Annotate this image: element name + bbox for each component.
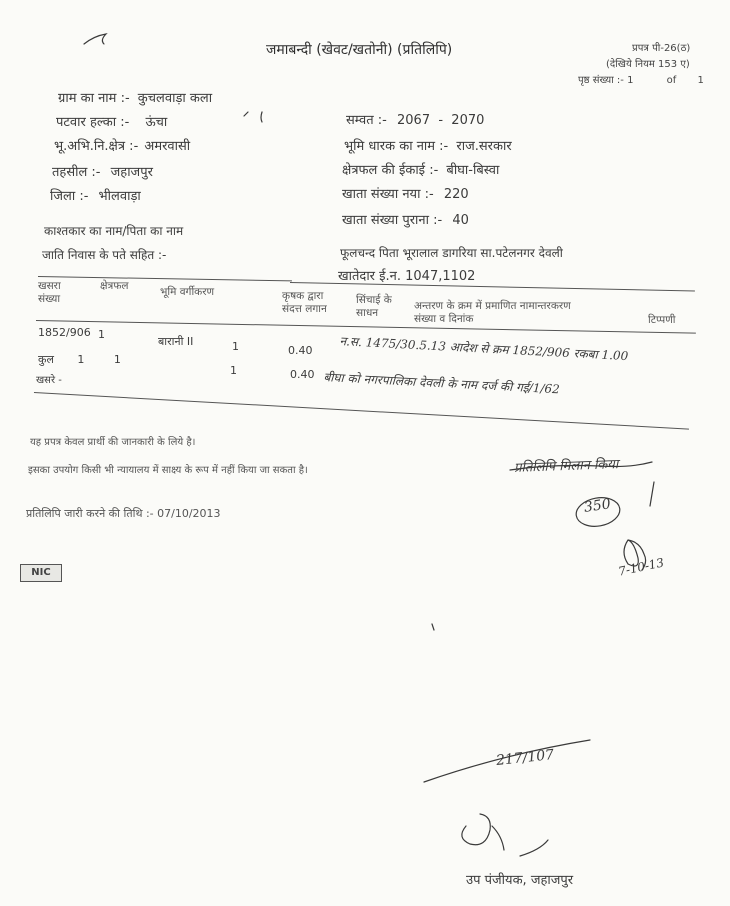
- nic-stamp: NIC: [20, 564, 62, 582]
- khatedar-number: खातेदार ई.न. 1047,1102: [338, 269, 476, 284]
- handwritten-verified: प्रतिलिपि मिलान किया: [513, 457, 619, 476]
- page-of: of: [666, 75, 677, 86]
- handwritten-date: 7-10-13: [617, 555, 666, 579]
- header-rent: कृषक द्वारा संदत्त लगान: [282, 290, 327, 315]
- issue-date: प्रतिलिपि जारी करने की तिथि :- 07/10/2013: [26, 507, 221, 520]
- slash-stroke: [650, 482, 654, 506]
- patwar-halka: ऊंचा: [145, 115, 168, 130]
- caste-residence-label: जाति निवास के पते सहित :-: [42, 248, 167, 262]
- header-irrigation: सिंचाई के साधन: [356, 294, 392, 319]
- field-label: भू.अभि.नि.क्षेत्र :-: [54, 139, 139, 154]
- other-khasra-label: खसरे -: [36, 375, 62, 386]
- field-label: भूमि धारक का नाम :-: [344, 139, 449, 154]
- signature-tail: [520, 840, 548, 856]
- total-rent: 0.40: [290, 368, 315, 381]
- cell-rent: 0.40: [288, 344, 313, 357]
- initial-signature: [624, 540, 646, 570]
- cultivator-label: काश्तकार का नाम/पिता का नाम: [44, 224, 184, 238]
- village-name: कुचलवाड़ा कला: [137, 91, 213, 106]
- field-label: जिला :-: [50, 189, 89, 204]
- header-classification: भूमि वर्गीकरण: [160, 286, 215, 298]
- cell-number: 1: [232, 340, 239, 353]
- header-transfer: अन्तरण के क्रम में प्रमाणित नामान्तरकरण संख्या व दिनांक: [414, 300, 571, 325]
- field-label: तहसील :-: [52, 165, 101, 180]
- cell-khasra: 1852/906: [38, 326, 91, 339]
- total-count: 1: [77, 353, 85, 366]
- tehsil-name: जहाजपुर: [110, 165, 153, 180]
- field-label: ग्राम का नाम :-: [58, 91, 130, 106]
- total-number: 1: [230, 364, 237, 377]
- tick-mark: [244, 112, 262, 122]
- old-account-number: 40: [452, 213, 469, 228]
- header-remarks: टिप्पणी: [648, 314, 676, 326]
- handwritten-reference: 217/107: [495, 747, 555, 769]
- field-label: सम्वत :-: [346, 113, 387, 128]
- rule-reference: (देखिये नियम 153 ए): [606, 59, 690, 70]
- document-title: जमाबन्दी (खेवट/खतोनी) (प्रतिलिपि): [266, 42, 453, 58]
- cultivator-name: फूलचन्द पिता भूरालाल डागरिया सा.पटेलनगर देवली: [340, 246, 563, 260]
- handwritten-mutation-line1: न.स. 1475/30.5.13 आदेश से क्रम 1852/906 रकबा 1.00: [339, 333, 629, 364]
- header-khasra: खसरा संख्या: [38, 280, 61, 305]
- page-total: 1: [697, 75, 704, 86]
- signature-line-upper: [424, 740, 590, 782]
- header-area: क्षेत्रफल: [100, 280, 129, 292]
- stray-mark: [432, 624, 434, 630]
- verify-underline: [510, 462, 652, 470]
- land-holder-name: राज.सरकार: [456, 139, 512, 154]
- form-number: प्रपत्र पी-26(ठ): [632, 43, 691, 54]
- cell-classification: बारानी II: [158, 335, 194, 348]
- note-information-only: यह प्रपत्र केवल प्रार्थी की जानकारी के लिये है।: [30, 437, 196, 448]
- new-account-number: 220: [443, 187, 469, 202]
- fee-circle: [574, 494, 622, 529]
- signature-stroke: [462, 814, 504, 850]
- corner-mark: [84, 34, 106, 44]
- note-not-evidence: इसका उपयोग किसी भी न्यायालय में साक्ष्य के रूप में नहीं किया जा सकता है।: [28, 465, 308, 476]
- land-record-area: अमरवासी: [144, 139, 191, 154]
- samvat-years: 2067 - 2070: [397, 113, 485, 128]
- field-label: पटवार हल्का :-: [56, 115, 130, 130]
- signatory-title: उप पंजीयक, जहाजपुर: [466, 873, 574, 888]
- total-label: कुल: [38, 353, 54, 366]
- area-unit: बीघा-बिस्वा: [446, 163, 500, 178]
- district-name: भीलवाड़ा: [98, 189, 141, 204]
- field-label: खाता संख्या नया :-: [342, 187, 434, 202]
- field-label: खाता संख्या पुराना :-: [342, 213, 443, 228]
- field-label: क्षेत्रफल की ईकाई :-: [342, 163, 439, 178]
- page-label: पृष्ठ संख्या :- 1: [578, 75, 634, 86]
- cell-area: 1: [98, 328, 105, 341]
- total-area: 1: [113, 353, 121, 366]
- handwritten-fee: 350: [583, 496, 612, 516]
- handwritten-mutation-line2: बीघा को नगरपालिका देवली के नाम दर्ज की गई/1/62: [323, 369, 561, 397]
